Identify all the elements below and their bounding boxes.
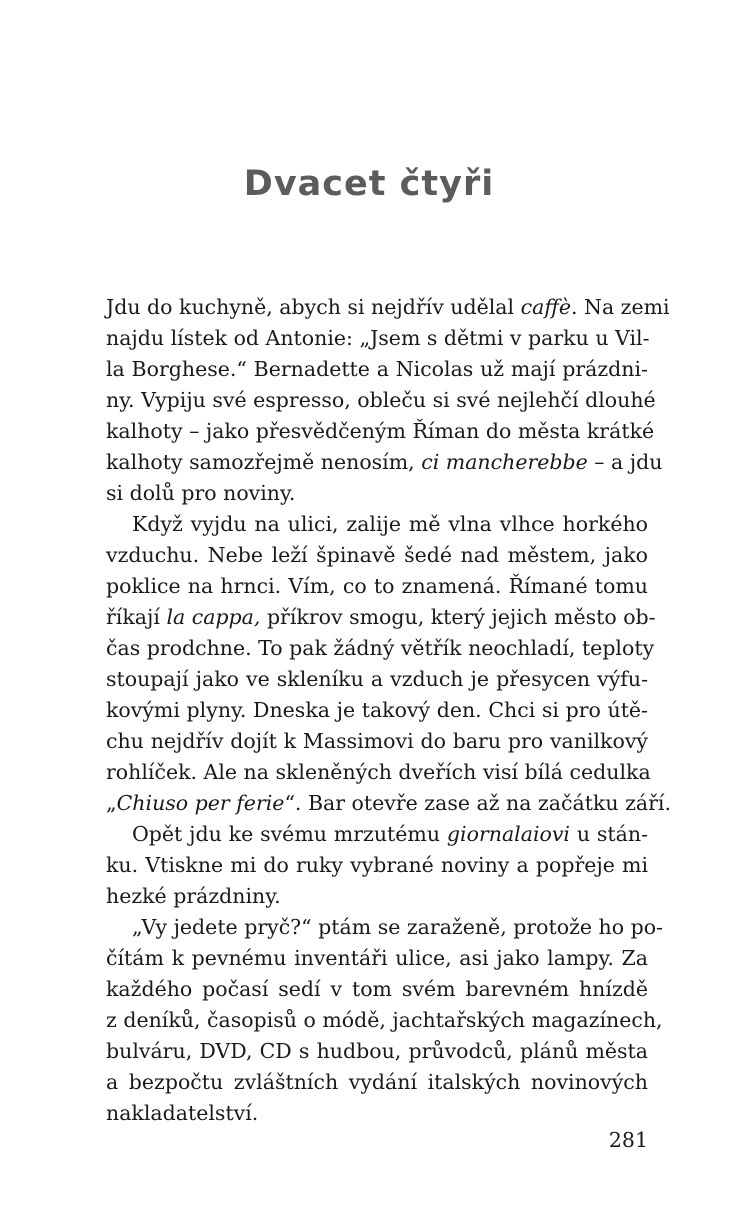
text-run: Opět jdu ke svému mrzutému (132, 822, 447, 846)
text-line (106, 695, 648, 726)
italic-text: giornalaiovi (446, 822, 570, 846)
text-run: Jdu do kuchyně, abych si nejdřív udělal (106, 295, 521, 319)
text-run: a bezpočtu zvláštních vydání italských novinových (106, 1070, 648, 1094)
text-run: čas prodchne. To pak žádný větřík neochladí, teploty (106, 636, 655, 660)
text-run: . Na zemi (570, 295, 670, 319)
text-line (106, 509, 648, 540)
text-line (106, 881, 648, 912)
text-run: vzduchu. Nebe leží špinavě šedé nad městem, jako (106, 543, 648, 567)
text-line (106, 323, 648, 354)
text-run: “. Bar otevře zase až na začátku září. (284, 791, 671, 815)
italic-text: Chiuso per ferie (116, 791, 285, 815)
text-run: „ (106, 791, 117, 815)
text-line (106, 726, 648, 757)
text-line (106, 354, 648, 385)
text-line (106, 943, 648, 974)
text-run: poklice na hrnci. Vím, co to znamená. Římané tomu (106, 574, 648, 598)
text-run: kovými plyny. Dneska je takový den. Chci si pro útě- (106, 698, 648, 722)
text-run: chu nejdřív dojít k Massimovi do baru pro vanilkový (106, 729, 648, 753)
text-line (106, 633, 655, 664)
text-line (106, 478, 648, 509)
text-run: ny. Vypiju své espresso, obleču si své nejlehčí dlouhé (106, 388, 656, 412)
body-text (106, 292, 671, 1129)
text-line (106, 850, 648, 881)
text-run: každého počasí sedí v tom svém barevném hnízdě (106, 977, 648, 1001)
text-line (106, 664, 648, 695)
text-run: kalhoty – jako přesvědčeným Říman do města krátké (106, 419, 655, 443)
text-run: ku. Vtiskne mi do ruky vybrané noviny a popřeje mi (106, 853, 648, 877)
text-line (106, 416, 655, 447)
text-run: Když vyjdu na ulici, zalije mě vlna vlhce horkého (132, 512, 648, 536)
text-line (106, 819, 648, 850)
text-line (106, 1098, 648, 1129)
italic-text: ci mancherebbe (421, 450, 588, 474)
text-line (106, 1005, 663, 1036)
text-line (106, 974, 648, 1005)
text-line (106, 385, 656, 416)
text-run: kalhoty samozřejmě nenosím, (106, 450, 422, 474)
text-line (106, 1067, 648, 1098)
text-run: hezké prázdniny. (106, 884, 281, 908)
text-line (106, 447, 663, 478)
text-run: nakladatelství. (106, 1101, 259, 1125)
text-line (106, 788, 671, 819)
text-line (106, 540, 648, 571)
text-run: si dolů pro noviny. (106, 481, 296, 505)
text-line (106, 292, 670, 323)
chapter-title: Dvacet čtyři (243, 164, 495, 204)
text-run: čítám k pevnému inventáři ulice, asi jako lampy. Za (106, 946, 648, 970)
text-line (106, 757, 651, 788)
italic-text: caffè (520, 295, 571, 319)
text-run: říkají (106, 605, 167, 629)
text-run: – a jdu (587, 450, 663, 474)
text-run: bulváru, DVD, CD s hudbou, průvodců, plánů města (106, 1039, 648, 1063)
text-run: z deníků, časopisů o módě, jachtařských magazínech, (106, 1008, 663, 1032)
text-run: „Vy jedete pryč?“ ptám se zaraženě, protože ho po- (132, 915, 663, 939)
text-run: najdu lístek od Antonie: „Jsem s dětmi v parku u Vil- (106, 326, 650, 350)
page-number: 281 (608, 1128, 648, 1152)
text-line (106, 571, 648, 602)
text-line (106, 1036, 648, 1067)
text-line (106, 602, 656, 633)
text-run: stoupají jako ve skleníku a vzduch je přesycen výfu- (106, 667, 648, 691)
italic-text: la cappa, (166, 605, 261, 629)
text-run: u stán- (569, 822, 648, 846)
text-line (106, 912, 663, 943)
text-run: příkrov smogu, který jejich město ob- (260, 605, 656, 629)
text-run: la Borghese.“ Bernadette a Nicolas už mají prázdni- (106, 357, 648, 381)
text-run: rohlíček. Ale na skleněných dveřích visí bílá cedulka (106, 760, 651, 784)
